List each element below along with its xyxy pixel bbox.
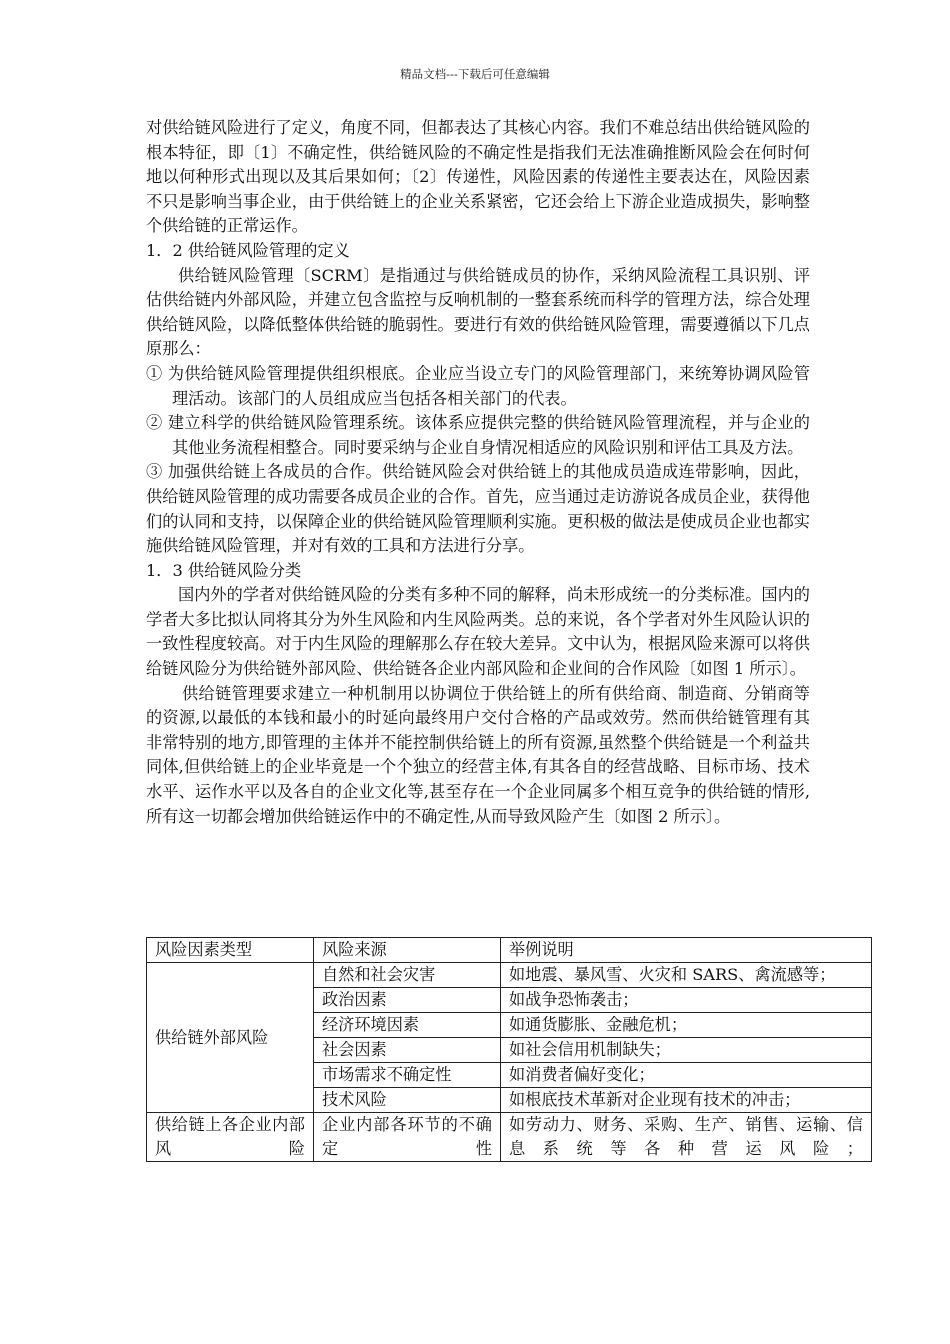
list-item-3: ③ 加强供给链上各成员的合作。供给链风险会对供给链上的其他成员造成连带影响，因此，供给链风险管理的成功需要各成员企业的合作。首先，应当通过走访游说各成员企业，获得他们的认同和支持，以保障企业的供给链风险管理顺利实施。更积极的做法是使成员企业也都实施供给链风险管理，并对有效的工具和方法进行分享。 — [146, 462, 810, 556]
table-header-cell: 风险来源 — [314, 938, 501, 963]
document-body — [146, 116, 810, 829]
risk-example-cell: 如劳动力、财务、采购、生产、销售、运输、信息系统等各种营运风险； — [501, 1113, 872, 1162]
risk-source-cell: 经济环境因素 — [314, 1013, 501, 1038]
paragraph-supply-chain-management: 供给链管理要求建立一种机制用以协调位于供给链上的所有供给商、制造商、分销商等的资源,以最低的本钱和最小的时延向最终用户交付合格的产品或效劳。然而供给链管理有其非常特别的地方,即管理的主体并不能控制供给链上的所有资源,虽然整个供给链是一个利益共同体,但供给链上的企业毕竟是一个个独立的经营主体,有其各自的经营战略、目标市场、技术水平、运作水平以及各自的企业文化等,甚至存在一个企业同属多个相互竞争的供给链的情形,所有这一切都会增加供给链运作中的不确定性,从而导致风险产生〔如图 2 所示〕。 — [146, 683, 810, 826]
risk-source-cell: 政治因素 — [314, 988, 501, 1013]
risk-example-cell: 如社会信用机制缺失； — [501, 1038, 872, 1063]
table-header-cell: 风险因素类型 — [147, 938, 314, 963]
risk-type-external: 供给链外部风险 — [147, 963, 314, 1113]
table-row — [147, 1113, 872, 1162]
section-heading-1-3: 1．3 供给链风险分类 — [146, 560, 302, 580]
page-header: 精品文档---下载后可任意编辑 — [400, 67, 550, 81]
paragraph-definition-summary: 对供给链风险进行了定义，角度不同，但都表达了其核心内容。我们不难总结出供给链风险的根本特征，即〔1〕不确定性，供给链风险的不确定性是指我们无法准确推断风险会在何时何地以何种形式出现以及其后果如何；〔2〕传递性，风险因素的传递性主要表达在，风险因素不只是影响当事企业，由于供给链上的企业关系紧密，它还会给上下游企业造成损失，影响整个供给链的正常运作。 — [146, 118, 810, 236]
risk-example-cell: 如通货膨胀、金融危机； — [501, 1013, 872, 1038]
risk-example-cell: 如战争恐怖袭击； — [501, 988, 872, 1013]
risk-source-cell: 自然和社会灾害 — [314, 963, 501, 988]
table-header-cell: 举例说明 — [501, 938, 872, 963]
risk-source-cell: 企业内部各环节的不确定性 — [314, 1113, 501, 1162]
table-header-row — [147, 938, 872, 963]
list-item-2: ② 建立科学的供给链风险管理系统。该体系应提供完整的供给链风险管理流程，并与企业的其他业务流程相整合。同时要采纳与企业自身情况相适应的风险识别和评估工具及方法。 — [146, 413, 810, 457]
paragraph-scrm-definition: 供给链风险管理〔SCRM〕是指通过与供给链成员的协作，采纳风险流程工具识别、评估供给链内外部风险，并建立包含监控与反响机制的一整套系统而科学的管理方法，综合处理供给链风险，以降低整体供给链的脆弱性。要进行有效的供给链风险管理，需要遵循以下几点原那么： — [146, 265, 810, 359]
table-row — [147, 963, 872, 988]
risk-factor-table — [146, 937, 872, 1162]
risk-source-cell: 技术风险 — [314, 1088, 501, 1113]
risk-source-cell: 市场需求不确定性 — [314, 1063, 501, 1088]
risk-example-cell: 如根底技术革新对企业现有技术的冲击； — [501, 1088, 872, 1113]
paragraph-risk-classification: 国内外的学者对供给链风险的分类有多种不同的解释，尚未形成统一的分类标准。国内的学者大多比拟认同将其分为外生风险和内生风险两类。总的来说，各个学者对外生风险认识的一致性程度较高。对于内生风险的理解那么存在较大差异。文中认为，根据风险来源可以将供给链风险分为供给链外部风险、供给链各企业内部风险和企业间的合作风险〔如图 1 所示〕。 — [146, 585, 810, 679]
risk-example-cell: 如地震、暴风雪、火灾和 SARS、禽流感等； — [501, 963, 872, 988]
risk-source-cell: 社会因素 — [314, 1038, 501, 1063]
risk-example-cell: 如消费者偏好变化； — [501, 1063, 872, 1088]
list-item-1: ① 为供给链风险管理提供组织根底。企业应当设立专门的风险管理部门，来统筹协调风险管理活动。该部门的人员组成应当包括各相关部门的代表。 — [146, 363, 810, 408]
section-heading-1-2: 1．2 供给链风险管理的定义 — [146, 240, 350, 260]
risk-type-internal: 供给链上各企业内部风险 — [147, 1113, 314, 1162]
